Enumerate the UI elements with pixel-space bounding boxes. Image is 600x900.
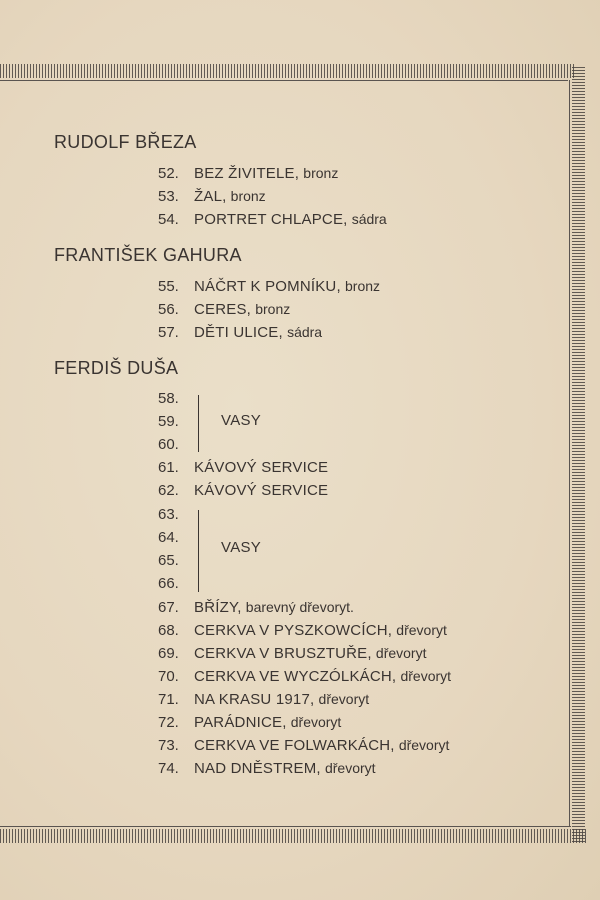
entry-number: 64. [158,529,179,546]
entry-title: CERKVA V PYSZKOWCÍCH, [194,622,393,639]
entry-title: CERKVA VE WYCZÓLKÁCH, [194,668,397,685]
entry-number: 66. [158,575,179,592]
catalog-entry [158,322,322,343]
frame-line [0,80,568,81]
catalog-entry [158,458,328,478]
entry-title: NAD DNĚSTREM, [194,760,321,777]
entry-medium: bronz [303,165,339,181]
group-brace [198,510,207,592]
entry-number: 52. [158,165,179,182]
catalog-entry [158,435,194,455]
group-label: VASY [221,539,262,556]
entry-medium: dřevoryt [318,691,370,707]
catalog-entry [158,597,354,618]
catalog-entry [158,186,266,207]
entry-title: NÁČRT K POMNÍKU, [194,278,341,295]
catalog-entry [158,574,194,594]
entry-number: 58. [158,390,179,407]
entry-title: CERES, [194,301,252,318]
entry-title: BŘÍZY, [194,599,242,616]
catalog-entry [158,643,426,664]
entry-number: 54. [158,211,179,228]
group-brace [198,395,207,452]
catalog-entry [158,758,376,779]
entry-medium: bronz [345,278,381,294]
entry-medium: sádra [287,324,323,340]
artist-heading: RUDOLF BŘEZA [54,132,197,152]
entry-medium: dřevoryt [324,760,376,776]
entry-title: KÁVOVÝ SERVICE [194,482,329,499]
catalog-entry [158,620,447,641]
entry-number: 56. [158,301,179,318]
entry-number: 59. [158,413,179,430]
entry-number: 61. [158,459,179,476]
entry-title: KÁVOVÝ SERVICE [194,459,329,476]
entry-number: 74. [158,760,179,777]
artist-heading: FRANTIŠEK GAHURA [54,245,242,265]
entry-medium: dřevoryt [396,622,447,638]
entry-medium: sádra [351,211,387,227]
entry-number: 73. [158,737,179,754]
entry-medium: dřevoryt [290,714,342,730]
entry-number: 70. [158,668,179,685]
catalog-entry [158,412,194,432]
entry-medium: dřevoryt [398,737,450,753]
catalog-entry [158,481,328,501]
entry-number: 60. [158,436,179,453]
entry-number: 63. [158,506,179,523]
group-label: VASY [221,412,262,429]
catalog-entry [158,551,194,571]
entry-number: 57. [158,324,179,341]
entry-medium: dřevoryt [400,668,452,684]
catalog-entry [158,528,194,548]
catalog-entry [158,389,194,409]
entry-number: 72. [158,714,179,731]
catalog-entry [158,276,380,297]
entry-number: 55. [158,278,179,295]
entry-number: 65. [158,552,179,569]
entry-number: 69. [158,645,179,662]
entry-number: 71. [158,691,179,708]
artist-heading: FERDIŠ DUŠA [54,358,179,378]
entry-medium: dřevoryt [375,645,427,661]
catalog-entry [158,299,290,320]
entry-number: 62. [158,482,179,499]
entry-title: BEZ ŽIVITELE, [194,165,300,182]
frame-line [569,80,570,827]
decorative-border-right [572,66,585,842]
entry-title: ŽAL, [194,188,227,205]
entry-number: 68. [158,622,179,639]
entry-title: DĚTI ULICE, [194,324,283,341]
entry-title: CERKVA VE FOLWARKÁCH, [194,737,395,754]
entry-medium: barevný dřevoryt. [245,599,354,615]
entry-number: 67. [158,599,179,616]
catalog-entry [158,689,369,710]
decorative-border-bottom [0,829,588,843]
frame-line [0,826,571,827]
catalog-entry [158,666,451,687]
entry-title: PORTRET CHLAPCE, [194,211,348,228]
catalog-entry [158,712,341,733]
entry-number: 53. [158,188,179,205]
catalog-entry [158,505,194,525]
entry-title: PARÁDNICE, [194,714,287,731]
catalog-entry [158,735,449,756]
entry-medium: bronz [255,301,291,317]
catalog-entry [158,209,387,230]
entry-title: NA KRASU 1917, [194,691,315,708]
catalog-entry [158,163,338,184]
entry-medium: bronz [230,188,266,204]
decorative-border-top [0,64,576,78]
entry-title: CERKVA V BRUSZTUŘE, [194,645,372,662]
